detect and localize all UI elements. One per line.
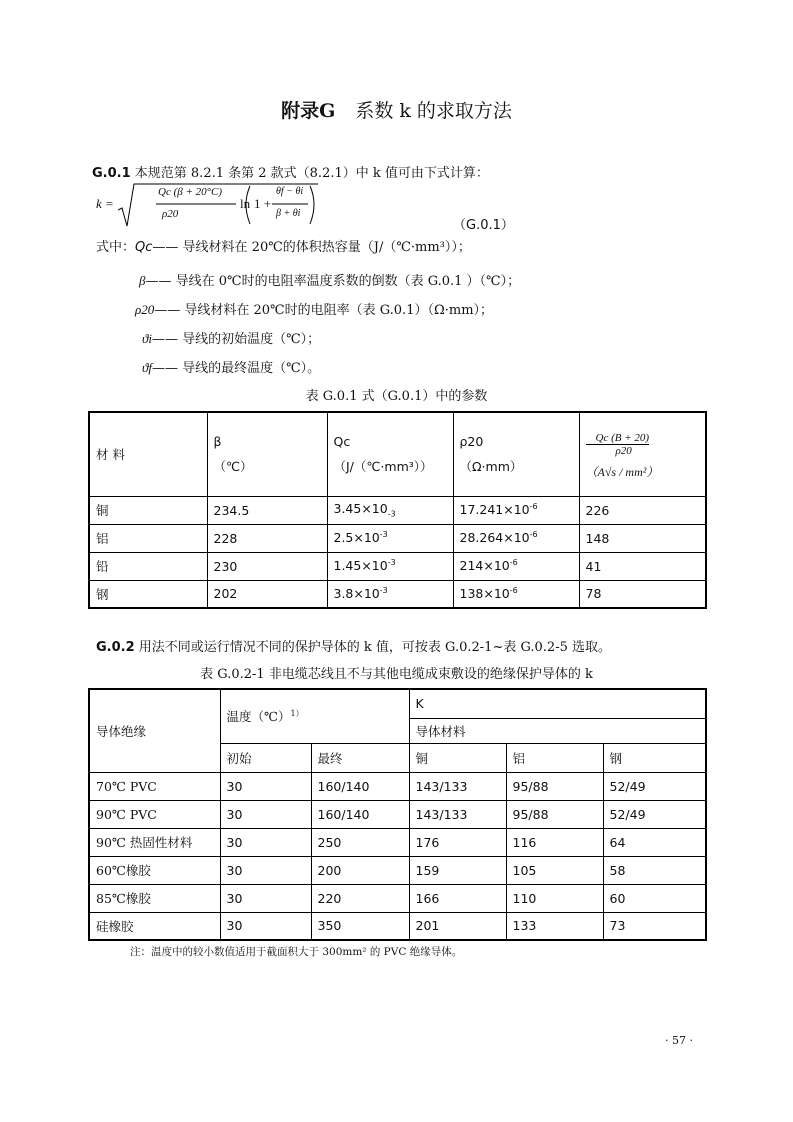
equation-number: （G.0.1） [453,218,514,233]
qc-description: —— 导线材料在 20℃的体积热容量（J/（℃·mm³））； [152,240,471,255]
header-sqrt-numerator: Qc (B + 20) [586,432,650,445]
table-header-row [89,412,706,496]
cell-k: 78 [579,580,706,608]
formula-k-lhs: k = [96,196,114,211]
header-initial: 初始 [220,743,311,772]
cell-aluminium: 95/88 [506,800,603,828]
cell-material: 铜 [89,496,207,524]
table-row [89,524,706,552]
cell-copper: 159 [409,856,506,884]
cell-insulation: 85℃橡胶 [89,884,220,912]
header-final: 最终 [311,743,409,772]
cell-copper: 143/133 [409,772,506,800]
header-rho-symbol: ρ20 [459,433,484,449]
cell-rho: $28.264\times 10^{-6}$ [453,524,579,552]
formula-inner-numerator: θf − θi [276,186,304,197]
table-row [89,828,706,856]
formula-numerator: Qc (β + 20°C) [158,186,223,198]
table-row [89,496,706,524]
cell-copper: 166 [409,884,506,912]
cell-rho: $214\times 10^{-6}$ [453,552,579,580]
definition-theta-f [142,357,320,376]
page-title [0,96,793,123]
header-rho [453,412,579,496]
cell-material: 钢 [89,580,207,608]
cell-initial: 30 [220,828,311,856]
table-row [89,800,706,828]
header-beta-symbol: β [213,433,222,449]
table-row [89,772,706,800]
table2-caption: 表 G.0.2-1 非电缆芯线且不与其他电缆成束敷设的绝缘保护导体的 k [200,667,593,682]
header-qc-symbol: Qc [333,433,351,449]
theta-i-symbol: ϑi [142,331,152,346]
cell-material: 铅 [89,552,207,580]
formula-denominator: ρ20 [162,208,179,220]
table-row [89,552,706,580]
cell-rho: $138\times 10^{-6}$ [453,580,579,608]
cell-copper: 143/133 [409,800,506,828]
header-temperature-label: 温度（℃） [226,709,291,725]
header-copper: 铜 [409,743,506,772]
header-conductor-material: 导体材料 [409,718,706,743]
cell-steel: 64 [603,828,706,856]
cell-initial: 30 [220,912,311,940]
cell-k: 226 [579,496,706,524]
definition-theta-i [142,328,320,347]
cell-initial: 30 [220,884,311,912]
cell-k: 148 [579,524,706,552]
beta-description: —— 导线在 0℃时的电阻率温度系数的倒数（表 G.0.1 ）（℃）； [145,274,521,289]
cell-insulation: 70℃ PVC [89,772,220,800]
cell-beta: 230 [207,552,327,580]
definition-rho [135,299,493,318]
beta-symbol: β [139,273,146,288]
formula-inner-denominator: β + θi [276,208,301,219]
cell-steel: 58 [603,856,706,884]
cell-k: 41 [579,552,706,580]
cell-insulation: 硅橡胶 [89,912,220,940]
header-qc-unit: （J/（℃·mm³）） [333,458,433,474]
header-beta-unit: （℃） [213,458,253,474]
rho-description: —— 导线材料在 20℃时的电阻率（表 G.0.1）（Ω·mm）； [154,303,494,318]
cell-final: 160/140 [311,800,409,828]
cell-qc: $3.8\times 10^{-3}$ [327,580,453,608]
table1-caption: 表 G.0.1 式（G.0.1）中的参数 [305,389,488,404]
theta-i-description: —— 导线的初始温度（℃）； [152,332,321,347]
formula-k [96,182,316,228]
cell-beta: 234.5 [207,496,327,524]
header-temperature-note: 1） [290,709,304,719]
header-k: K [409,689,706,718]
header-qc [327,412,453,496]
cell-rho: $17.241\times 10^{-6}$ [453,496,579,524]
cell-steel: 52/49 [603,800,706,828]
cell-final: 350 [311,912,409,940]
formula-one: 1 + [254,196,272,211]
section-label: G.0.2 [96,640,135,655]
header-material: 材 料 [89,412,207,496]
appendix-label: 附录G [281,100,336,122]
qc-symbol: Qc [135,240,153,255]
cell-aluminium: 116 [506,828,603,856]
table-row [89,884,706,912]
cell-insulation: 90℃ 热固性材料 [89,828,220,856]
cell-final: 220 [311,884,409,912]
header-aluminium: 铝 [506,743,603,772]
appendix-title: 系数 k 的求取方法 [355,100,512,122]
parameter-table-body [89,496,706,608]
page-number: · 57 · [665,1034,693,1047]
section-g01 [92,162,489,181]
header-k-unit: （A√s / mm²） [585,464,659,479]
table-header-row [89,689,706,718]
parameter-table [88,411,707,609]
cell-beta: 228 [207,524,327,552]
cell-aluminium: 110 [506,884,603,912]
cell-final: 250 [311,828,409,856]
cell-aluminium: 133 [506,912,603,940]
header-rho-unit: （Ω·mm） [459,458,523,474]
cell-insulation: 60℃橡胶 [89,856,220,884]
header-beta [207,412,327,496]
cell-beta: 202 [207,580,327,608]
formula-ln: ln [240,196,251,211]
cell-material: 铝 [89,524,207,552]
cell-insulation: 90℃ PVC [89,800,220,828]
cell-final: 200 [311,856,409,884]
cell-qc: $2.5\times 10^{-3}$ [327,524,453,552]
cell-aluminium: 105 [506,856,603,884]
cell-initial: 30 [220,772,311,800]
table-note: 注：温度中的较小数值适用于截面积大于 300mm² 的 PVC 绝缘导体。 [130,946,463,958]
section-text: 本规范第 8.2.1 条第 2 款式（8.2.1）中 k 值可由下式计算： [134,166,489,181]
header-k-formula [579,412,706,496]
k-value-table [88,688,707,941]
rho-symbol: ρ20 [135,302,155,317]
theta-f-symbol: ϑf [142,360,152,375]
cell-steel: 52/49 [603,772,706,800]
cell-qc: $1.45\times 10^{-3}$ [327,552,453,580]
cell-copper: 201 [409,912,506,940]
header-sqrt-denominator: ρ20 [615,444,632,457]
header-temperature [220,689,409,743]
definition-beta [139,270,520,289]
definition-qc [96,236,471,255]
table-row [89,912,706,940]
cell-initial: 30 [220,800,311,828]
section-label: G.0.1 [92,166,131,181]
cell-initial: 30 [220,856,311,884]
table-row [89,856,706,884]
header-steel: 钢 [603,743,706,772]
section-g02 [96,636,611,655]
theta-f-description: —— 导线的最终温度（℃）。 [152,361,321,376]
where-label: 式中： [96,240,136,255]
cell-steel: 73 [603,912,706,940]
section-text: 用法不同或运行情况不同的保护导体的 k 值，可按表 G.0.2-1~表 G.0.2-5 选取。 [138,640,611,655]
table-row [89,580,706,608]
cell-final: 160/140 [311,772,409,800]
header-insulation: 导体绝缘 [89,689,220,772]
k-value-table-body [89,772,706,940]
cell-steel: 60 [603,884,706,912]
cell-aluminium: 95/88 [506,772,603,800]
cell-copper: 176 [409,828,506,856]
cell-qc: $3.45\times 10_{-3}$ [327,496,453,524]
